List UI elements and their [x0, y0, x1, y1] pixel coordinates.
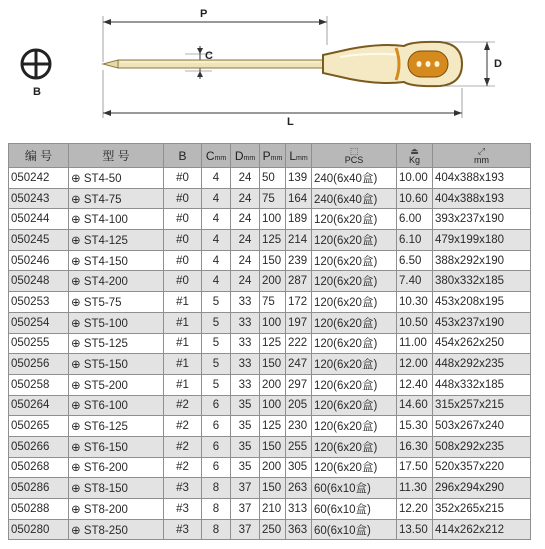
cell-code: 050286 — [9, 478, 69, 499]
cell-code: 050288 — [9, 499, 69, 520]
cell-l: 287 — [286, 271, 312, 292]
cell-c: 4 — [202, 188, 231, 209]
table-row — [9, 478, 531, 499]
cell-model: ⊕ ST4-100 — [69, 209, 164, 230]
cell-c: 5 — [202, 374, 231, 395]
cell-box: 315x257x215 — [433, 395, 531, 416]
table-row — [9, 354, 531, 375]
cell-l: 313 — [286, 499, 312, 520]
cell-code: 050246 — [9, 250, 69, 271]
cell-code: 050265 — [9, 416, 69, 437]
cell-l: 239 — [286, 250, 312, 271]
cell-d: 33 — [231, 374, 260, 395]
table-row — [9, 209, 531, 230]
cell-l: 214 — [286, 230, 312, 251]
table-row — [9, 374, 531, 395]
cell-pcs: 120(6x20盒) — [312, 436, 397, 457]
header-pcs: ⬚ PCS — [312, 144, 397, 168]
cell-b: #1 — [164, 374, 202, 395]
cell-code: 050256 — [9, 354, 69, 375]
cell-kg: 10.30 — [397, 292, 433, 313]
cell-p: 200 — [260, 457, 286, 478]
header-box: ⤢ mm — [433, 144, 531, 168]
table-row — [9, 333, 531, 354]
cell-c: 4 — [202, 209, 231, 230]
table-row — [9, 168, 531, 189]
table-row — [9, 271, 531, 292]
cell-l: 297 — [286, 374, 312, 395]
cell-kg: 6.50 — [397, 250, 433, 271]
cell-model: ⊕ ST8-200 — [69, 499, 164, 520]
cell-box: 520x357x220 — [433, 457, 531, 478]
cell-c: 6 — [202, 457, 231, 478]
header-code: 编 号 — [9, 144, 69, 168]
cell-box: 414x262x212 — [433, 519, 531, 540]
spec-table — [8, 143, 531, 540]
weight-icon: ⏏ — [410, 145, 419, 156]
cell-kg: 17.50 — [397, 457, 433, 478]
table-row — [9, 188, 531, 209]
cell-d: 33 — [231, 333, 260, 354]
cell-c: 5 — [202, 312, 231, 333]
cell-c: 5 — [202, 354, 231, 375]
cell-b: #0 — [164, 250, 202, 271]
cell-l: 139 — [286, 168, 312, 189]
table-row — [9, 499, 531, 520]
cell-model: ⊕ ST5-75 — [69, 292, 164, 313]
cell-model: ⊕ ST5-150 — [69, 354, 164, 375]
cell-p: 200 — [260, 271, 286, 292]
cell-code: 050264 — [9, 395, 69, 416]
cell-b: #1 — [164, 292, 202, 313]
cell-c: 4 — [202, 250, 231, 271]
cell-kg: 12.00 — [397, 354, 433, 375]
cell-pcs: 120(6x20盒) — [312, 374, 397, 395]
cell-b: #1 — [164, 333, 202, 354]
cell-p: 250 — [260, 519, 286, 540]
cell-pcs: 60(6x10盒) — [312, 499, 397, 520]
box-stack-icon: ⬚ — [349, 145, 359, 156]
cell-pcs: 120(6x20盒) — [312, 312, 397, 333]
cell-pcs: 120(6x20盒) — [312, 395, 397, 416]
cell-box: 393x237x190 — [433, 209, 531, 230]
cell-l: 263 — [286, 478, 312, 499]
cell-kg: 14.60 — [397, 395, 433, 416]
cell-p: 150 — [260, 478, 286, 499]
cell-code: 050253 — [9, 292, 69, 313]
table-row — [9, 250, 531, 271]
header-b: B — [164, 144, 202, 168]
cell-kg: 12.40 — [397, 374, 433, 395]
cell-code: 050242 — [9, 168, 69, 189]
cell-d: 35 — [231, 416, 260, 437]
cell-kg: 10.50 — [397, 312, 433, 333]
cell-c: 4 — [202, 271, 231, 292]
screwdriver-diagram — [0, 0, 545, 140]
cell-l: 164 — [286, 188, 312, 209]
cell-kg: 11.00 — [397, 333, 433, 354]
cell-p: 75 — [260, 292, 286, 313]
cell-b: #3 — [164, 499, 202, 520]
cell-p: 100 — [260, 395, 286, 416]
cell-pcs: 60(6x10盒) — [312, 519, 397, 540]
cell-box: 454x262x250 — [433, 333, 531, 354]
cell-c: 8 — [202, 478, 231, 499]
cell-d: 24 — [231, 250, 260, 271]
table-row — [9, 436, 531, 457]
cell-l: 189 — [286, 209, 312, 230]
header-c: Cmm — [202, 144, 231, 168]
cell-model: ⊕ ST5-200 — [69, 374, 164, 395]
cell-d: 33 — [231, 354, 260, 375]
dim-label-c: C — [205, 50, 213, 62]
cell-model: ⊕ ST5-125 — [69, 333, 164, 354]
cell-d: 33 — [231, 292, 260, 313]
cell-box: 388x292x190 — [433, 250, 531, 271]
cell-c: 5 — [202, 292, 231, 313]
cell-b: #3 — [164, 478, 202, 499]
cell-p: 125 — [260, 230, 286, 251]
cell-c: 4 — [202, 168, 231, 189]
cell-d: 24 — [231, 230, 260, 251]
table-row — [9, 519, 531, 540]
header-l: Lmm — [286, 144, 312, 168]
table-row — [9, 416, 531, 437]
cell-b: #0 — [164, 230, 202, 251]
cell-pcs: 120(6x20盒) — [312, 271, 397, 292]
cell-kg: 6.10 — [397, 230, 433, 251]
cell-c: 6 — [202, 436, 231, 457]
header-kg: ⏏ Kg — [397, 144, 433, 168]
cell-code: 050243 — [9, 188, 69, 209]
cell-c: 6 — [202, 395, 231, 416]
cell-l: 230 — [286, 416, 312, 437]
cell-d: 37 — [231, 519, 260, 540]
cell-pcs: 120(6x20盒) — [312, 333, 397, 354]
carton-size-icon: ⤢ — [477, 145, 486, 156]
cell-pcs: 240(6x40盒) — [312, 168, 397, 189]
cell-b: #0 — [164, 168, 202, 189]
cell-box: 503x267x240 — [433, 416, 531, 437]
cell-p: 100 — [260, 312, 286, 333]
cell-pcs: 120(6x20盒) — [312, 292, 397, 313]
cell-code: 050244 — [9, 209, 69, 230]
cell-b: #2 — [164, 416, 202, 437]
cell-code: 050266 — [9, 436, 69, 457]
cell-p: 125 — [260, 416, 286, 437]
cell-c: 5 — [202, 333, 231, 354]
cell-pcs: 120(6x20盒) — [312, 457, 397, 478]
cell-b: #0 — [164, 271, 202, 292]
cell-kg: 13.50 — [397, 519, 433, 540]
cell-c: 6 — [202, 416, 231, 437]
cell-code: 050245 — [9, 230, 69, 251]
cell-p: 200 — [260, 374, 286, 395]
cell-d: 35 — [231, 457, 260, 478]
cell-d: 33 — [231, 312, 260, 333]
cell-model: ⊕ ST6-125 — [69, 416, 164, 437]
cell-code: 050280 — [9, 519, 69, 540]
cell-p: 150 — [260, 354, 286, 375]
cell-model: ⊕ ST4-50 — [69, 168, 164, 189]
cell-l: 305 — [286, 457, 312, 478]
table-row — [9, 230, 531, 251]
cell-box: 508x292x235 — [433, 436, 531, 457]
cell-d: 37 — [231, 478, 260, 499]
cell-box: 380x332x185 — [433, 271, 531, 292]
cell-model: ⊕ ST6-200 — [69, 457, 164, 478]
cell-pcs: 60(6x10盒) — [312, 478, 397, 499]
cell-pcs: 120(6x20盒) — [312, 209, 397, 230]
cell-b: #1 — [164, 354, 202, 375]
cell-code: 050268 — [9, 457, 69, 478]
header-model: 型 号 — [69, 144, 164, 168]
dim-label-b: B — [33, 86, 41, 98]
cell-pcs: 120(6x20盒) — [312, 354, 397, 375]
cell-kg: 6.00 — [397, 209, 433, 230]
cell-pcs: 120(6x20盒) — [312, 250, 397, 271]
dim-label-l: L — [287, 116, 294, 128]
cell-d: 24 — [231, 271, 260, 292]
table-row — [9, 292, 531, 313]
cell-b: #2 — [164, 457, 202, 478]
cell-model: ⊕ ST8-150 — [69, 478, 164, 499]
cell-b: #0 — [164, 188, 202, 209]
cell-box: 404x388x193 — [433, 188, 531, 209]
cell-model: ⊕ ST6-100 — [69, 395, 164, 416]
cell-pcs: 240(6x40盒) — [312, 188, 397, 209]
cell-code: 050258 — [9, 374, 69, 395]
cell-l: 172 — [286, 292, 312, 313]
phillips-symbol-icon — [22, 50, 50, 78]
cell-p: 100 — [260, 209, 286, 230]
cell-code: 050255 — [9, 333, 69, 354]
cell-p: 150 — [260, 250, 286, 271]
cell-p: 210 — [260, 499, 286, 520]
table-row — [9, 395, 531, 416]
cell-box: 352x265x215 — [433, 499, 531, 520]
cell-d: 35 — [231, 436, 260, 457]
cell-d: 24 — [231, 209, 260, 230]
dim-label-p: P — [200, 8, 208, 20]
cell-box: 448x292x235 — [433, 354, 531, 375]
cell-b: #0 — [164, 209, 202, 230]
table-header-row — [9, 144, 531, 168]
cell-b: #3 — [164, 519, 202, 540]
cell-kg: 12.20 — [397, 499, 433, 520]
cell-pcs: 120(6x20盒) — [312, 416, 397, 437]
cell-kg: 10.00 — [397, 168, 433, 189]
cell-kg: 7.40 — [397, 271, 433, 292]
table-row — [9, 312, 531, 333]
cell-model: ⊕ ST5-100 — [69, 312, 164, 333]
cell-p: 125 — [260, 333, 286, 354]
cell-l: 363 — [286, 519, 312, 540]
cell-model: ⊕ ST4-200 — [69, 271, 164, 292]
cell-kg: 15.30 — [397, 416, 433, 437]
cell-model: ⊕ ST4-150 — [69, 250, 164, 271]
cell-code: 050254 — [9, 312, 69, 333]
cell-code: 050248 — [9, 271, 69, 292]
cell-b: #2 — [164, 395, 202, 416]
cell-model: ⊕ ST4-125 — [69, 230, 164, 251]
cell-c: 8 — [202, 499, 231, 520]
cell-d: 24 — [231, 188, 260, 209]
cell-kg: 16.30 — [397, 436, 433, 457]
cell-box: 453x208x195 — [433, 292, 531, 313]
cell-l: 205 — [286, 395, 312, 416]
cell-d: 37 — [231, 499, 260, 520]
table-row — [9, 457, 531, 478]
cell-l: 222 — [286, 333, 312, 354]
cell-box: 453x237x190 — [433, 312, 531, 333]
cell-c: 8 — [202, 519, 231, 540]
cell-box: 479x199x180 — [433, 230, 531, 251]
screwdriver-drawing — [0, 0, 545, 140]
cell-box: 296x294x290 — [433, 478, 531, 499]
cell-model: ⊕ ST6-150 — [69, 436, 164, 457]
cell-box: 448x332x185 — [433, 374, 531, 395]
cell-kg: 10.60 — [397, 188, 433, 209]
cell-d: 24 — [231, 168, 260, 189]
cell-box: 404x388x193 — [433, 168, 531, 189]
cell-kg: 11.30 — [397, 478, 433, 499]
cell-p: 150 — [260, 436, 286, 457]
header-p: Pmm — [260, 144, 286, 168]
cell-c: 4 — [202, 230, 231, 251]
cell-b: #2 — [164, 436, 202, 457]
cell-p: 75 — [260, 188, 286, 209]
cell-model: ⊕ ST4-75 — [69, 188, 164, 209]
cell-l: 255 — [286, 436, 312, 457]
dim-label-d: D — [494, 58, 502, 70]
cell-b: #1 — [164, 312, 202, 333]
cell-d: 35 — [231, 395, 260, 416]
cell-model: ⊕ ST8-250 — [69, 519, 164, 540]
cell-pcs: 120(6x20盒) — [312, 230, 397, 251]
cell-l: 247 — [286, 354, 312, 375]
header-d: Dmm — [231, 144, 260, 168]
cell-l: 197 — [286, 312, 312, 333]
cell-p: 50 — [260, 168, 286, 189]
